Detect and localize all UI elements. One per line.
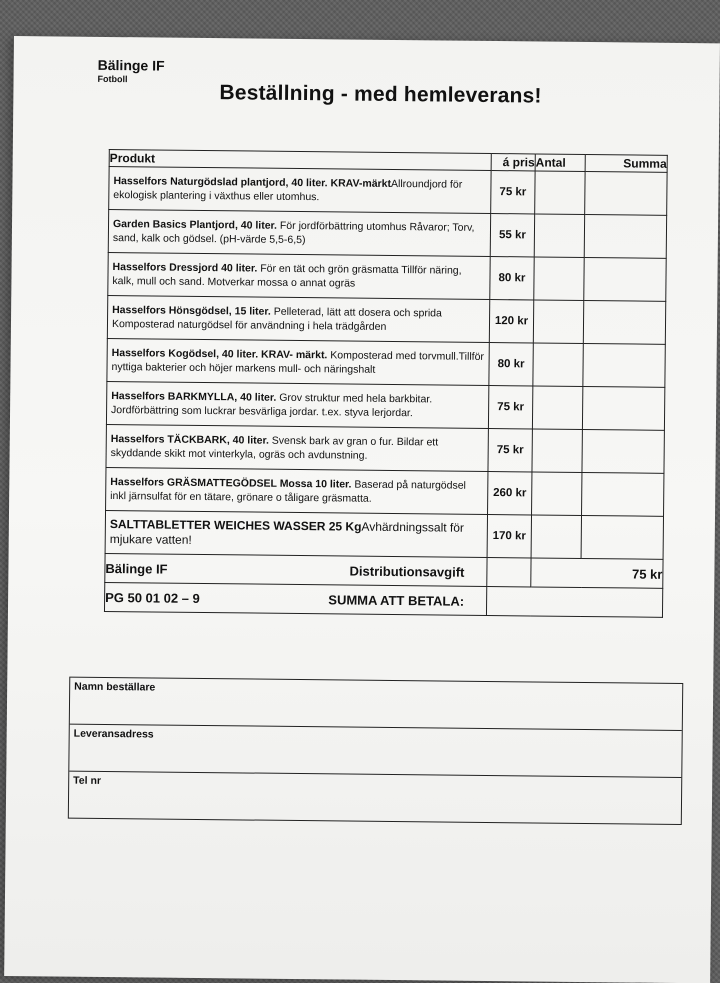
club-sport: Fotboll bbox=[97, 73, 128, 85]
product-description: Svensk bark av gran o fur. Bildar ett skyddande skikt mot vinterkyla, ogräs och avdunstning. bbox=[110, 434, 439, 462]
product-description: Baserad på naturgödsel inkl järnsulfat för en tätare, grönare o tåligare gräsmatta. bbox=[110, 478, 466, 505]
quantity-field[interactable] bbox=[533, 300, 583, 344]
quantity-field[interactable] bbox=[532, 386, 582, 430]
sum-field[interactable] bbox=[585, 171, 667, 215]
quantity-field[interactable] bbox=[532, 472, 582, 516]
product-cell bbox=[106, 467, 488, 514]
product-cell bbox=[108, 210, 490, 257]
product-description: Avhärdningssalt för mjukare vatten! bbox=[109, 519, 465, 547]
sum-field[interactable] bbox=[582, 386, 664, 430]
product-cell bbox=[106, 381, 488, 428]
total-amount-field[interactable] bbox=[486, 586, 662, 617]
col-header-sum: Summa bbox=[585, 154, 667, 172]
table-row bbox=[107, 295, 665, 344]
table-row bbox=[107, 338, 665, 387]
col-header-unit-price: á pris bbox=[491, 154, 535, 171]
product-name: Hasselfors TÄCKBARK, 40 liter. bbox=[110, 433, 269, 447]
table-row bbox=[106, 381, 664, 430]
product-cell bbox=[106, 424, 488, 471]
product-description: För en tät och grön gräsmatta Tillför näring, kalk, mull och sand. Motverkar mossa o annat ogräs bbox=[112, 262, 462, 290]
distribution-label: Distributionsavgift bbox=[349, 563, 465, 580]
sum-field[interactable] bbox=[584, 257, 666, 301]
distribution-price-cell bbox=[487, 557, 531, 586]
quantity-field[interactable] bbox=[532, 429, 582, 473]
sum-field[interactable] bbox=[582, 472, 664, 516]
table-row bbox=[105, 510, 663, 559]
quantity-field[interactable] bbox=[533, 343, 583, 387]
product-description: Grov struktur med hela barkbitar. Jordförbättring som luckrar besvärliga jordar. t.ex. styva lerjordar. bbox=[111, 391, 433, 420]
sum-field[interactable] bbox=[582, 429, 664, 473]
quantity-field[interactable] bbox=[534, 257, 584, 301]
quantity-field[interactable] bbox=[535, 171, 585, 215]
order-form-paper bbox=[4, 36, 720, 983]
table-row bbox=[106, 424, 664, 473]
product-description: Pelleterad, lätt att dosera och sprida Komposterad naturgödsel för användning i hela trädgården bbox=[111, 305, 442, 333]
pg-number: PG 50 01 02 – 9 bbox=[105, 589, 200, 606]
unit-price: 120 kr bbox=[489, 299, 533, 342]
product-name: Garden Basics Plantjord, 40 liter. bbox=[112, 218, 278, 232]
product-name: Hasselfors Kogödsel, 40 liter. KRAV- märkt. bbox=[111, 347, 328, 362]
unit-price: 260 kr bbox=[488, 471, 532, 514]
sum-field[interactable] bbox=[584, 214, 666, 258]
name-field[interactable] bbox=[70, 678, 682, 731]
product-cell bbox=[105, 510, 487, 557]
product-rows bbox=[105, 167, 667, 560]
sum-field[interactable] bbox=[583, 300, 665, 344]
quantity-field[interactable] bbox=[531, 515, 581, 559]
table-row bbox=[106, 467, 664, 516]
sum-field[interactable] bbox=[581, 515, 663, 559]
table-row bbox=[108, 210, 666, 259]
product-name: SALTTABLETTER WEICHES WASSER 25 Kg bbox=[109, 517, 362, 534]
product-description: Komposterad med torvmull.Tillför nyttiga bakterier och höjer markens mull- och näringshalt bbox=[111, 349, 485, 376]
sum-field[interactable] bbox=[583, 343, 665, 387]
unit-price: 80 kr bbox=[490, 256, 534, 299]
product-name: Hasselfors Dressjord 40 liter. bbox=[112, 261, 258, 275]
product-name: Hasselfors Hönsgödsel, 15 liter. bbox=[112, 304, 271, 318]
unit-price: 170 kr bbox=[487, 514, 531, 557]
page-title: Beställning - med hemleverans! bbox=[219, 81, 542, 108]
address-label: Leveransadress bbox=[73, 727, 154, 741]
product-cell bbox=[107, 295, 489, 342]
product-cell bbox=[109, 167, 491, 214]
distribution-amount: 75 kr bbox=[531, 558, 663, 588]
col-header-quantity: Antal bbox=[535, 154, 585, 172]
phone-field[interactable] bbox=[69, 772, 681, 824]
footer-org: Bälinge IF bbox=[105, 560, 168, 577]
name-label: Namn beställare bbox=[74, 680, 156, 694]
product-description: För jordförbättring utomhus Råvaror; Torv, sand, kalk och gödsel. (pH-värde 5,5-6,5) bbox=[112, 219, 475, 247]
product-name: Hasselfors BARKMYLLA, 40 liter. bbox=[111, 390, 277, 404]
unit-price: 75 kr bbox=[491, 171, 535, 214]
product-cell bbox=[107, 338, 489, 385]
unit-price: 80 kr bbox=[489, 342, 533, 385]
total-label: SUMMA ATT BETALA: bbox=[328, 591, 465, 609]
product-name: Hasselfors GRÄSMATTEGÖDSEL Mossa 10 liter. bbox=[110, 476, 352, 491]
unit-price: 75 kr bbox=[488, 385, 532, 428]
quantity-field[interactable] bbox=[534, 214, 584, 258]
table-row bbox=[109, 167, 667, 216]
phone-label: Tel nr bbox=[73, 774, 102, 787]
unit-price: 75 kr bbox=[488, 428, 532, 471]
product-cell bbox=[108, 252, 490, 299]
table-row bbox=[108, 252, 666, 301]
address-field[interactable] bbox=[69, 725, 681, 778]
col-header-product: Produkt bbox=[109, 150, 491, 171]
total-row bbox=[104, 582, 662, 617]
customer-info-form bbox=[68, 677, 683, 825]
product-name: Hasselfors Naturgödslad plantjord, 40 liter. KRAV-märkt bbox=[113, 175, 392, 190]
order-table bbox=[104, 149, 668, 618]
unit-price: 55 kr bbox=[490, 214, 534, 257]
club-name: Bälinge IF bbox=[97, 56, 165, 74]
product-description: Allroundjord för ekologisk plantering i växthus eller utomhus. bbox=[113, 177, 463, 204]
